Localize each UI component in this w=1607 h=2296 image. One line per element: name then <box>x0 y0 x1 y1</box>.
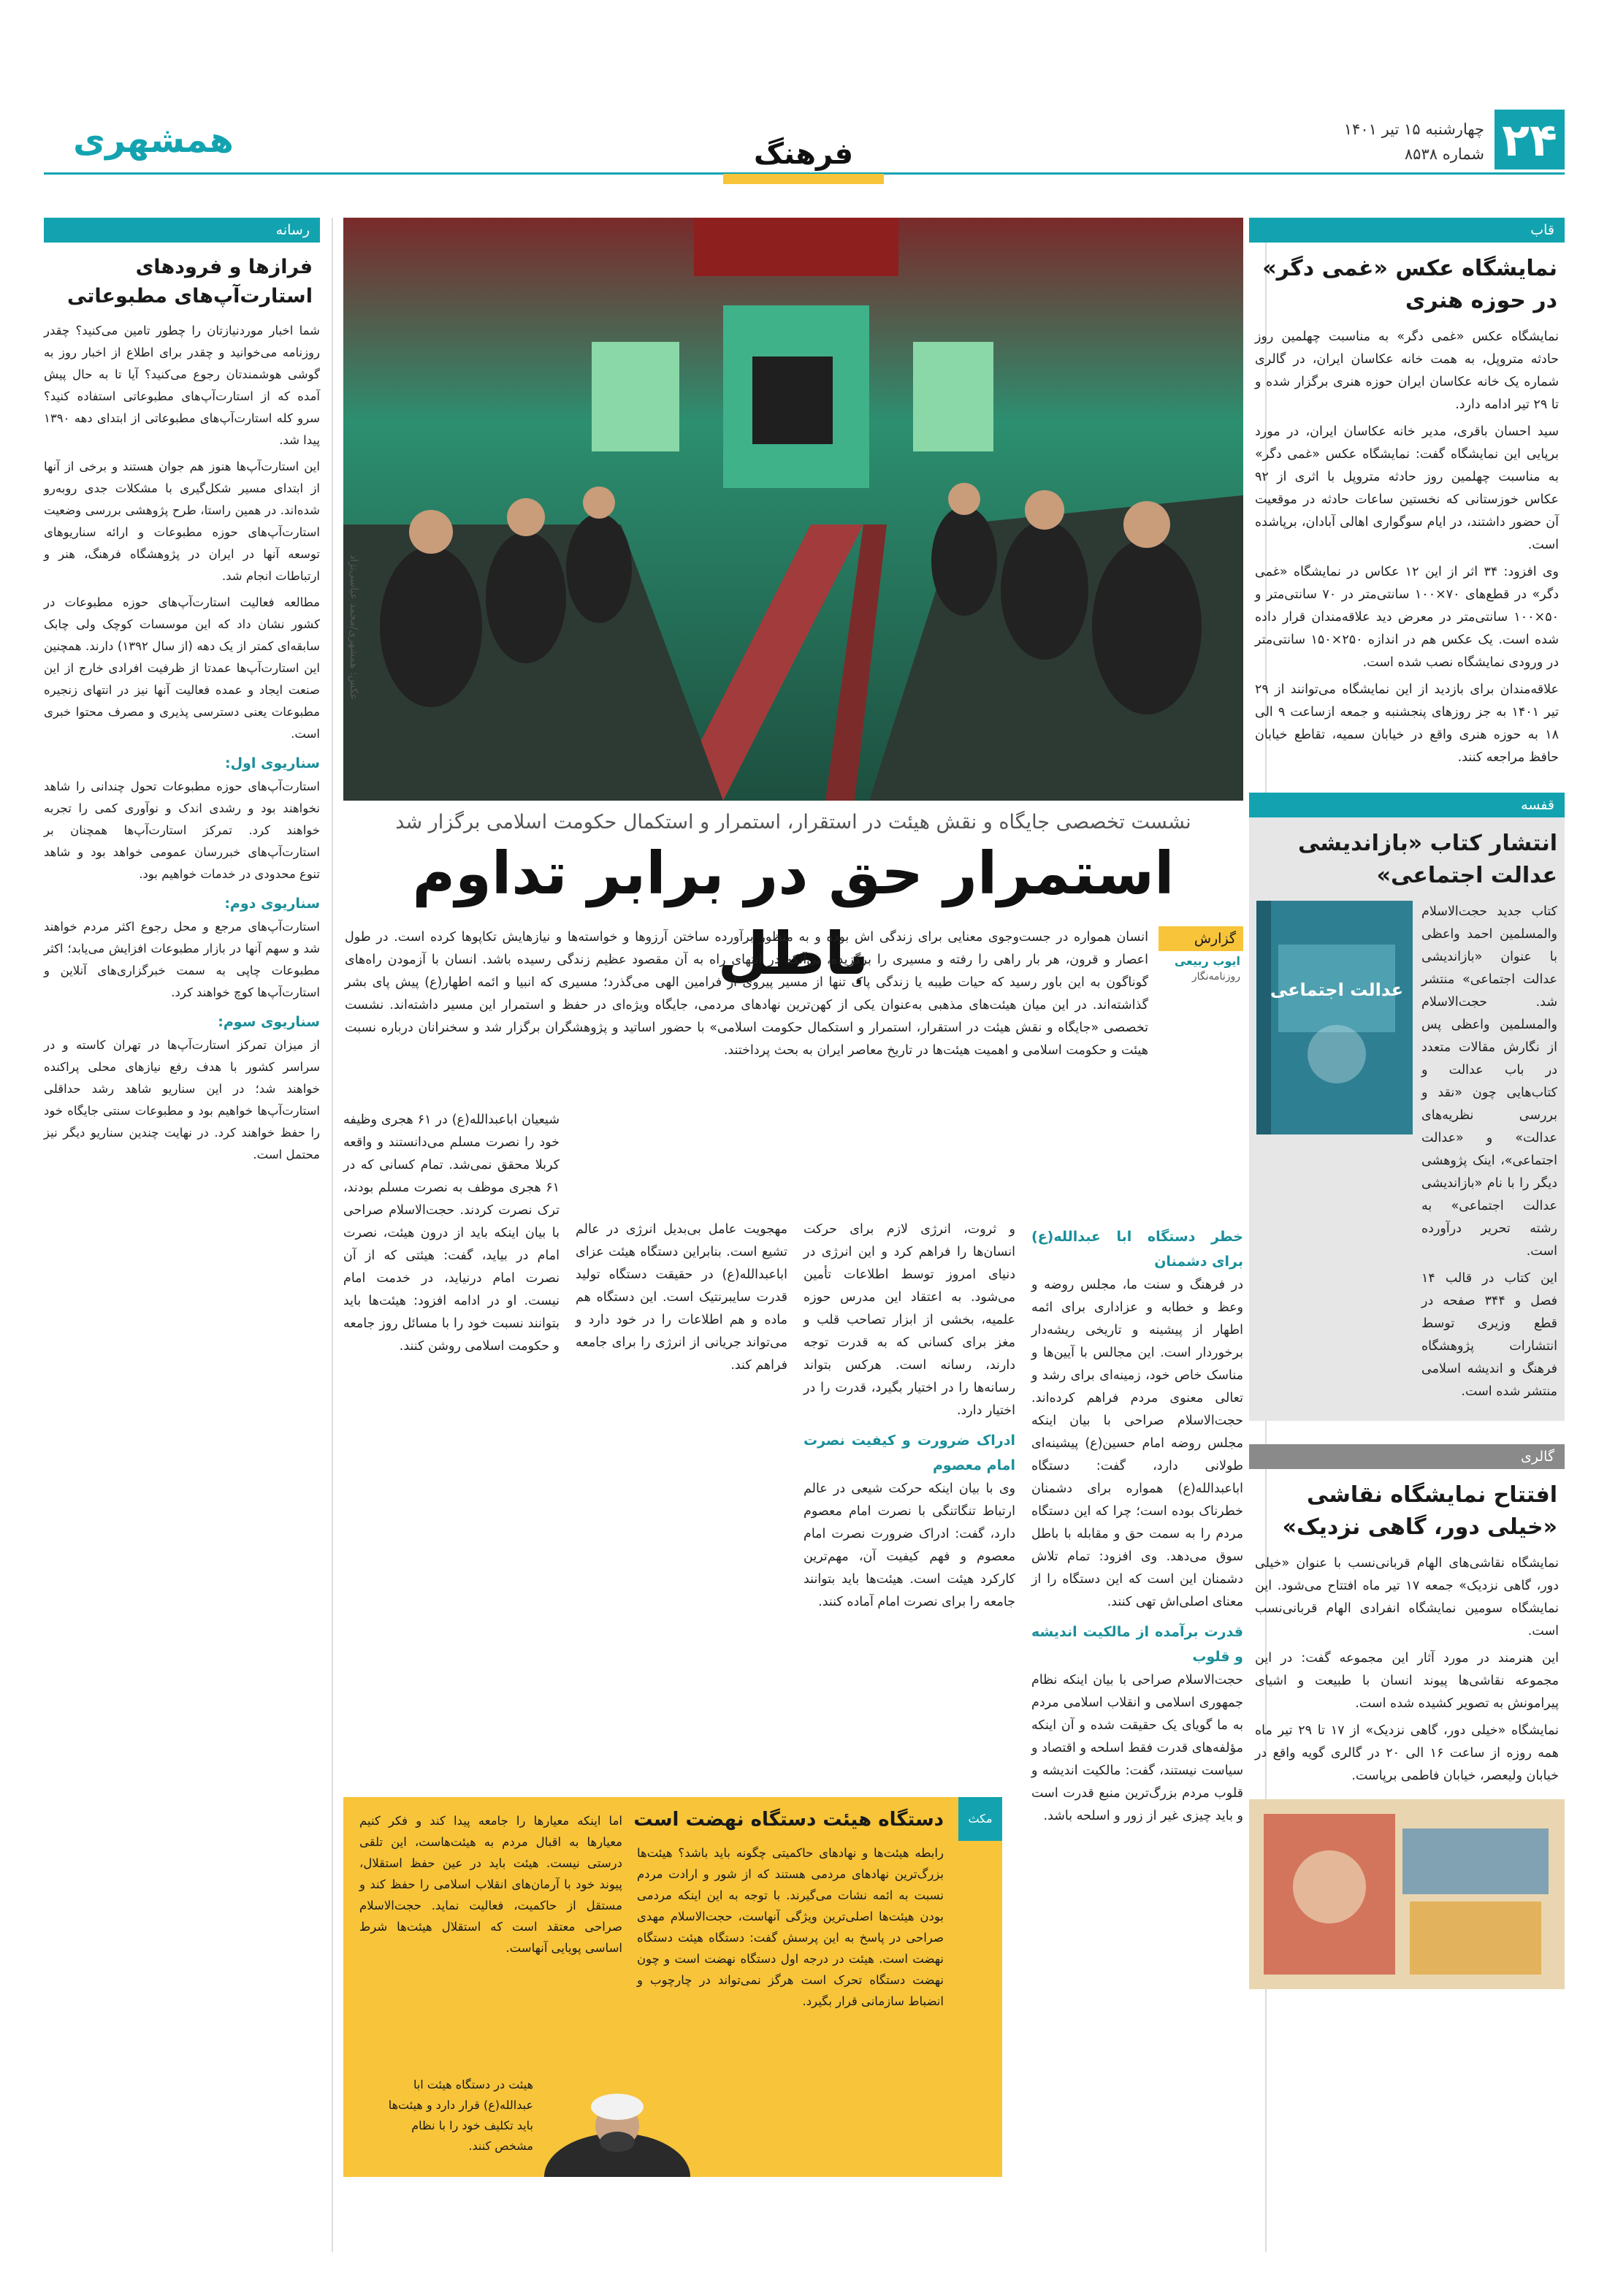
page-number: ۲۴ <box>1495 110 1565 169</box>
main-photo <box>343 218 1243 801</box>
paragraph: از میزان تمرکز استارت‌آپ‌ها در تهران کاسته و در سراسر کشور با هدف رفع نیازهای محلی پراکنده خواهند شد؛ در این سناریو شاهد رشد حداقلی استارت‌آپ‌ها خواهیم بود و مطبوعات سنتی جایگاه خود را حفظ خواهند کرد. در نهایت چندین سناریو دیگر نیز محتمل است. <box>44 1038 320 1162</box>
box-title: فرازها و فرودهای استارت‌آپ‌های مطبوعاتی <box>66 256 313 308</box>
newspaper-logo <box>44 117 263 162</box>
article-column <box>804 1218 1015 1618</box>
sidebar-title: دستگاه هیئت دستگاه نهضت است <box>633 1809 944 1831</box>
sidebar-text: رابطه هیئت‌ها و نهادهای حاکمیتی چگونه باید باشد؟ هیئت‌ها بزرگ‌ترین نهادهای مردمی هستند که از شور و ارادت مردم نسبت به ائمه نشات می‌گیرند. با توجه به این اینکه مردمی بودن هیئت‌ها اصلی‌ترین ویژگی آنهاست، حجت‌الاسلام مهدی صراحی در پاسخ به این پرسش گفت: دستگاه هیئت دستگاه نهضت است. هیئت در درجه اول دستگاه نهضت است و چون نهضت دستگاه تحرک است هرگز نمی‌تواند در چارچوب و انضباط سازمانی قرار بگیرد. <box>637 1846 944 2008</box>
page-header <box>0 0 1607 197</box>
sidebar-caption: هیئت در دستگاه هیئت ابا عبدالله(ع) قرار دارد و هیئت‌ها باید تکلیف خود را با نظام مشخص کنند. <box>388 2078 533 2153</box>
headline: استمرار حق در برابر تداوم باطل <box>412 839 1175 988</box>
paragraph: وی افزود: ۳۴ اثر از این ۱۲ عکاس در نمایشگاه «غمی دگر» در قطع‌های ۷۰×۱۰۰ سانتی‌متر در ۷۰ سانتی‌متر و ۵۰×۱۰۰ سانتی‌متر در معرض دید علاقه‌مندان قرار داده شده است. یک عکس هم در اندازه ۲۵۰×۱۵۰ سانتی‌متر در ورودی نمایشگاه نصب شده است. <box>1255 565 1559 670</box>
byline <box>1159 926 1243 983</box>
box-title: نمایشگاه عکس «غمی دگر» در حوزه هنری <box>1262 256 1557 313</box>
issue-number: شماره ۸۵۳۸ <box>1404 145 1484 163</box>
box-kicker: گالری <box>1249 1444 1565 1469</box>
cleric-portrait-image <box>541 2082 694 2177</box>
box-kicker: قفسه <box>1249 793 1565 817</box>
exhibition-box <box>1249 218 1565 769</box>
book-cover-image <box>1256 901 1413 1134</box>
left-column <box>44 218 320 1170</box>
box-title: افتتاح نمایشگاه نقاشی «خیلی دور، گاهی نزدیک» <box>1282 1482 1557 1540</box>
gallery-box <box>1249 1444 1565 1992</box>
sidebar-box <box>343 1797 1002 2177</box>
box-kicker: رسانه <box>44 218 320 243</box>
sidebar-kicker: مکث <box>958 1797 1002 1841</box>
paragraph: مطالعه فعالیت استارت‌آپ‌های حوزه مطبوعات در کشور نشان داد که این موسسات کوچک ولی چابک سابقه‌ای کمتر از یک دهه (از سال ۱۳۹۲) دارند. همچنین این استارت‌آپ‌ها عمدتا از ظرفیت افرادی خارج از این صنعت ایجاد و عمده فعالیت آنها نیز در انتهای زنجیره مطبوعات یعنی دسترسی پذیری و مصرف محتوا خبری است. <box>44 595 321 741</box>
paragraph: نمایشگاه عکس «غمی دگر» به مناسبت چهلمین روز حادثه متروپل، به همت خانه عکاسان ایران، در گالری شماره یک خانه عکاسان ایران حوزه هنری برگزار شده و تا ۲۹ تیر ادامه دارد. <box>1255 329 1559 412</box>
book-cover-title: عدالت اجتماعی <box>1270 980 1404 1000</box>
paragraph: شیعیان اباعبدالله(ع) در ۶۱ هجری وظیفه خود را نصرت مسلم می‌دانستند و واقعه کربلا محقق نمی‌شد. تمام کسانی که در ۶۱ هجری موظف به نصرت مسلم بودند، ترک نصرت کردند. حجت‌الاسلام صراحی با بیان اینکه باید از درون هیئت، نصرت امام در بیاید، گفت: هیئتی که از آن نصرت امام درنیاید، در خدمت امام نیست. او در ادامه افزود: هیئت‌ها باید بتوانند نسبت خود را با مسائل روز جامعه و حکومت اسلامی روشن کنند. <box>343 1113 560 1354</box>
box-body <box>1249 326 1565 769</box>
photo-credit: عکس: همشهری/محمد عباسی‌نژاد <box>348 554 359 700</box>
scenario-subhead: سناریوی اول: <box>225 755 320 771</box>
section-tag <box>723 137 884 184</box>
article-column <box>576 1218 787 1381</box>
paragraph: استارت‌آپ‌های مرجع و محل رجوع اکثر مردم خواهند شد و سهم آنها در بازار مطبوعات افزایش می‌یابد؛ اکثر مطبوعات چاپی به سمت خبرگزاری‌های آنلاین و استارت‌آپ‌ها کوچ خواهند کرد. <box>44 920 320 999</box>
supra-title: نشست تخصصی جایگاه و نقش هیئت در استقرار، استمرار و استکمال حکومت اسلامی برگزار شد <box>395 811 1191 834</box>
author-role: روزنامه‌نگار <box>1191 971 1240 983</box>
byline-label: گزارش <box>1159 926 1243 951</box>
paragraph: سید احسان باقری، مدیر خانه عکاسان ایران، در مورد برپایی این نمایشگاه گفت: نمایشگاه عکس «غمی دگر» به مناسبت چهلمین روز حادثه متروپل با اثری از ۹۲ عکاس خوزستانی که نخستین ساعات حادثه در موقعیت آن حضور داشتند، در ایام سوگواری اهالی آبادان، برپاشده است. <box>1255 424 1559 552</box>
sidebar-text: اما اینکه معیارها را جامعه پیدا کند و فکر کنیم معیارها به اقبال مردم به هیئت‌هاست، این تلقی درستی نیست. هیئت باید در عین حفظ استقلال، پیوند خود با آرمان‌های انقلاب اسلامی را حفظ کند و مستقل از حاکمیت، فعالیت نماید. حجت‌الاسلام صراحی معتقد است که استقلال هیئت‌ها شرط اساسی پویایی آنهاست. <box>359 1814 622 1955</box>
paragraph: نمایشگاه «خیلی دور، گاهی نزدیک» از ۱۷ تا ۲۹ تیر ماه همه روزه از ساعت ۱۶ الی ۲۰ در گالری گویه واقع در خیابان ولیعصر، خیابان فاطمی برپاست. <box>1255 1723 1560 1783</box>
mosque-gathering-image <box>343 218 1243 801</box>
box-kicker: قاب <box>1249 218 1565 243</box>
book-row <box>1249 901 1565 1408</box>
paragraph: علاقه‌مندان برای بازدید از این نمایشگاه می‌توانند از ۲۹ تیر ۱۴۰۱ به جز روزهای پنجشنبه و جمعه ازساعت ۹ الی ۱۸ به حوزه هنری واقع در خیابان سمیه، تقاطع خیابان حافظ مراجعه کنند. <box>1255 682 1559 765</box>
scenario-subhead: سناریوی سوم: <box>218 1014 320 1030</box>
paragraph: کتاب جدید حجت‌الاسلام والمسلمین احمد واعظی با عنوان «بازاندیشی عدالت اجتماعی» منتشر شد. حجت‌الاسلام والمسلمین واعظی پس از نگارش مقالات متعدد در باب عدالت و کتاب‌هایی چون «نقد و بررسی نظریه‌های عدالت» و «عدالت اجتماعی»، اینک پژوهشی دیگر را با نام «بازاندیشی عدالت اجتماعی» به رشته تحریر درآورده است. <box>1421 904 1557 1259</box>
paragraph: و ثروت، انرژی لازم برای حرکت انسان‌ها را فراهم کرد و این انرژی در دنیای امروز توسط اطلاعات تأمین می‌شود. به اعتقاد این مدرس حوزه علمیه، بخشی از ابزار تصاحب قلب و مغز برای کسانی که به قدرت توجه دارند، رسانه است. هرکس بتواند رسانه‌ها را در اختیار بگیرد، قدرت را در اختیار دارد. <box>804 1222 1015 1418</box>
right-column <box>1249 218 1565 1992</box>
paragraph: این استارت‌آپ‌ها هنوز هم جوان هستند و برخی از آنها از ابتدای مسیر شکل‌گیری با مشکلات جدی روبه‌رو شده‌اند. در همین راستا، طرح پژوهشی بررسی وضعیت استارت‌آپ‌های حوزه مطبوعات و ارائه سناریوهای توسعه آنها در ایران در پژوهشگاه فرهنگ، هنر و ارتباطات انجام شد. <box>44 459 320 583</box>
author-name: ایوب ربیعی <box>1174 954 1240 968</box>
painting-image <box>1249 1799 1565 1989</box>
article-column <box>343 919 560 1362</box>
issue-info <box>1344 117 1484 167</box>
book-box <box>1249 793 1565 1421</box>
paragraph: در فرهنگ و سنت ما، مجلس روضه و وعظ و خطابه و عزاداری برای ائمه اطهار از پیشینه و تاریخی ریشه‌دار برخوردار است. این مجالس با آیین‌ها و مناسک خاص خود، زمینه‌ای برای رشد و تعالی معنوی مردم فراهم کرده‌اند. حجت‌الاسلام صراحی با بیان اینکه مجلس روضه امام حسین(ع) پیشینه‌ای طولانی دارد، گفت: دستگاه اباعبدالله(ع) همواره برای دشمنان خطرناک بوده است؛ چرا که این دستگاه مردم را به سمت حق و مقابله با باطل سوق می‌دهد. وی افزود: تمام تلاش دشمنان این است که این دستگاه را از معنای اصلی‌اش تهی کنند. <box>1031 1278 1243 1609</box>
paragraph: وی با بیان اینکه حرکت شیعی در عالم ارتباط تنگاتنگی با نصرت امام معصوم دارد، گفت: ادراک ضرورت نصرت امام معصوم و فهم کیفیت آن، مهم‌ترین کارکرد هیئت است. هیئت‌ها باید بتوانند جامعه را برای نصرت امام آماده کنند. <box>804 1481 1015 1609</box>
lead-paragraph: انسان همواره در جست‌وجوی معنایی برای زندگی اش بوده و به منظور برآورده ساختن آرزوها و خواسته‌ها و نیازهایش تکاپوها کرده است. در طول اعصار و قرون، هر بار راهی را رفته و مسیری را برگزیده، بی‌آنکه در انتهای راه به آن مقصود عظیم زندگی رسیده باشد. انسان با آزمودن راه‌های گوناگون به این باور رسید که حیات طیبه یا زندگی پاک تنها از مسیر پیروی از فرامین الهی می‌گذرد؛ مسیری که انبیا و ائمه اطهار(ع) پیش پای بشر گذاشته‌اند. در این میان هیئت‌های مذهبی به‌عنوان یکی از کهن‌ترین نهادهای مردمی، جایگاه ویژه‌ای در حفظ و استمرار این مسیر داشته‌اند. نشست تخصصی «جایگاه و نقش هیئت در استقرار، استمرار و استکمال حکومت اسلامی» با حضور اساتید و پژوهشگران برگزار شد و سخنرانان درباره نسبت هیئت و حکومت اسلامی و اهمیت هیئت‌ها در تاریخ معاصر ایران به بحث پرداختند. <box>345 930 1148 1058</box>
scenario-subhead: سناریوی دوم: <box>224 896 320 912</box>
column-subhead: قدرت برآمده از مالکیت اندیشه و قلوب <box>1031 1624 1243 1665</box>
column-divider-left <box>332 218 333 2252</box>
box-title: انتشار کتاب «بازاندیشی عدالت اجتماعی» <box>1297 831 1557 888</box>
section-tag-underline <box>723 174 884 184</box>
column-subhead: ادراک ضرورت و کیفیت نصرت امام معصوم <box>804 1433 1015 1473</box>
paragraph: نمایشگاه نقاشی‌های الهام قربانی‌نسب با عنوان «خیلی دور، گاهی نزدیک» جمعه ۱۷ تیر ماه افتتاح می‌شود. این نمایشگاه سومین نمایشگاه انفرادی الهام قربانی‌نسب است. <box>1255 1556 1559 1639</box>
logo-text: همشهری <box>73 120 234 161</box>
article-body <box>44 320 320 1166</box>
column-subhead: خطر دستگاه ابا عبدالله(ع) برای دشمنان <box>1031 1229 1243 1270</box>
paragraph: شما اخبار موردنیازتان را چطور تامین می‌کنید؟ چقدر روزنامه می‌خوانید و چقدر برای اطلاع از اخبار روز به گوشی هوشمندتان رجوع می‌کنید؟ آیا تا به حال پیش آمده که از استارت‌آپ‌های مطبوعاتی استفاده کنید؟ سرو کله استارت‌آپ‌های مطبوعاتی از ابتدای دهه ۱۳۹۰ پیدا شد. <box>44 324 320 447</box>
article-column <box>1031 1218 1243 1832</box>
box-body <box>1249 1552 1565 1788</box>
paragraph: این هنرمند در مورد آثار این مجموعه گفت: در این مجموعه نقاشی‌ها پیوند انسان با طبیعت و اشیای پیرامونش به تصویر کشیده شده است. <box>1255 1651 1559 1711</box>
paragraph: این کتاب در قالب ۱۴ فصل و ۳۴۴ صفحه در قطع وزیری توسط انتشارات پژوهشگاه فرهنگ و اندیشه اسلامی منتشر شده است. <box>1421 1271 1557 1399</box>
issue-date: چهارشنبه ۱۵ تیر ۱۴۰۱ <box>1343 121 1484 138</box>
paragraph: حجت‌الاسلام صراحی با بیان اینکه نظام جمهوری اسلامی و انقلاب اسلامی مردم به ما گویای یک حقیقت شده و آن اینکه مؤلفه‌های قدرت فقط اسلحه و اقتصاد و سیاست نیستند، گفت: مالکیت اندیشه و قلوب مردم بزرگ‌ترین منبع قدرت است و باید چیزی غیر از زور و اسلحه باشد. <box>1031 1673 1243 1823</box>
paragraph: استارت‌آپ‌های حوزه مطبوعات تحول چندانی را شاهد نخواهند بود و رشدی اندک و نوآوری کمی را تجربه خواهند کرد. تمرکز استارت‌آپ‌ها همچنان بر استارت‌آپ‌های خبررسان عمومی خواهد بود و شاهد تنوع محدودی در خدمات خواهیم بود. <box>44 779 320 881</box>
section-title: فرهنگ <box>753 137 854 171</box>
paragraph: مهجویت عامل بی‌بدیل انرژی در عالم تشیع است. بنابراین دستگاه هیئت عزای اباعبدالله(ع) در حقیقت دستگاه تولید قدرت سایبرنتیک است. این دستگاه هم ماده و هم اطلاعات را در خود دارد و می‌تواند جریانی از انرژی را برای جامعه فراهم کند. <box>576 1222 787 1373</box>
box-body <box>1421 901 1557 1408</box>
